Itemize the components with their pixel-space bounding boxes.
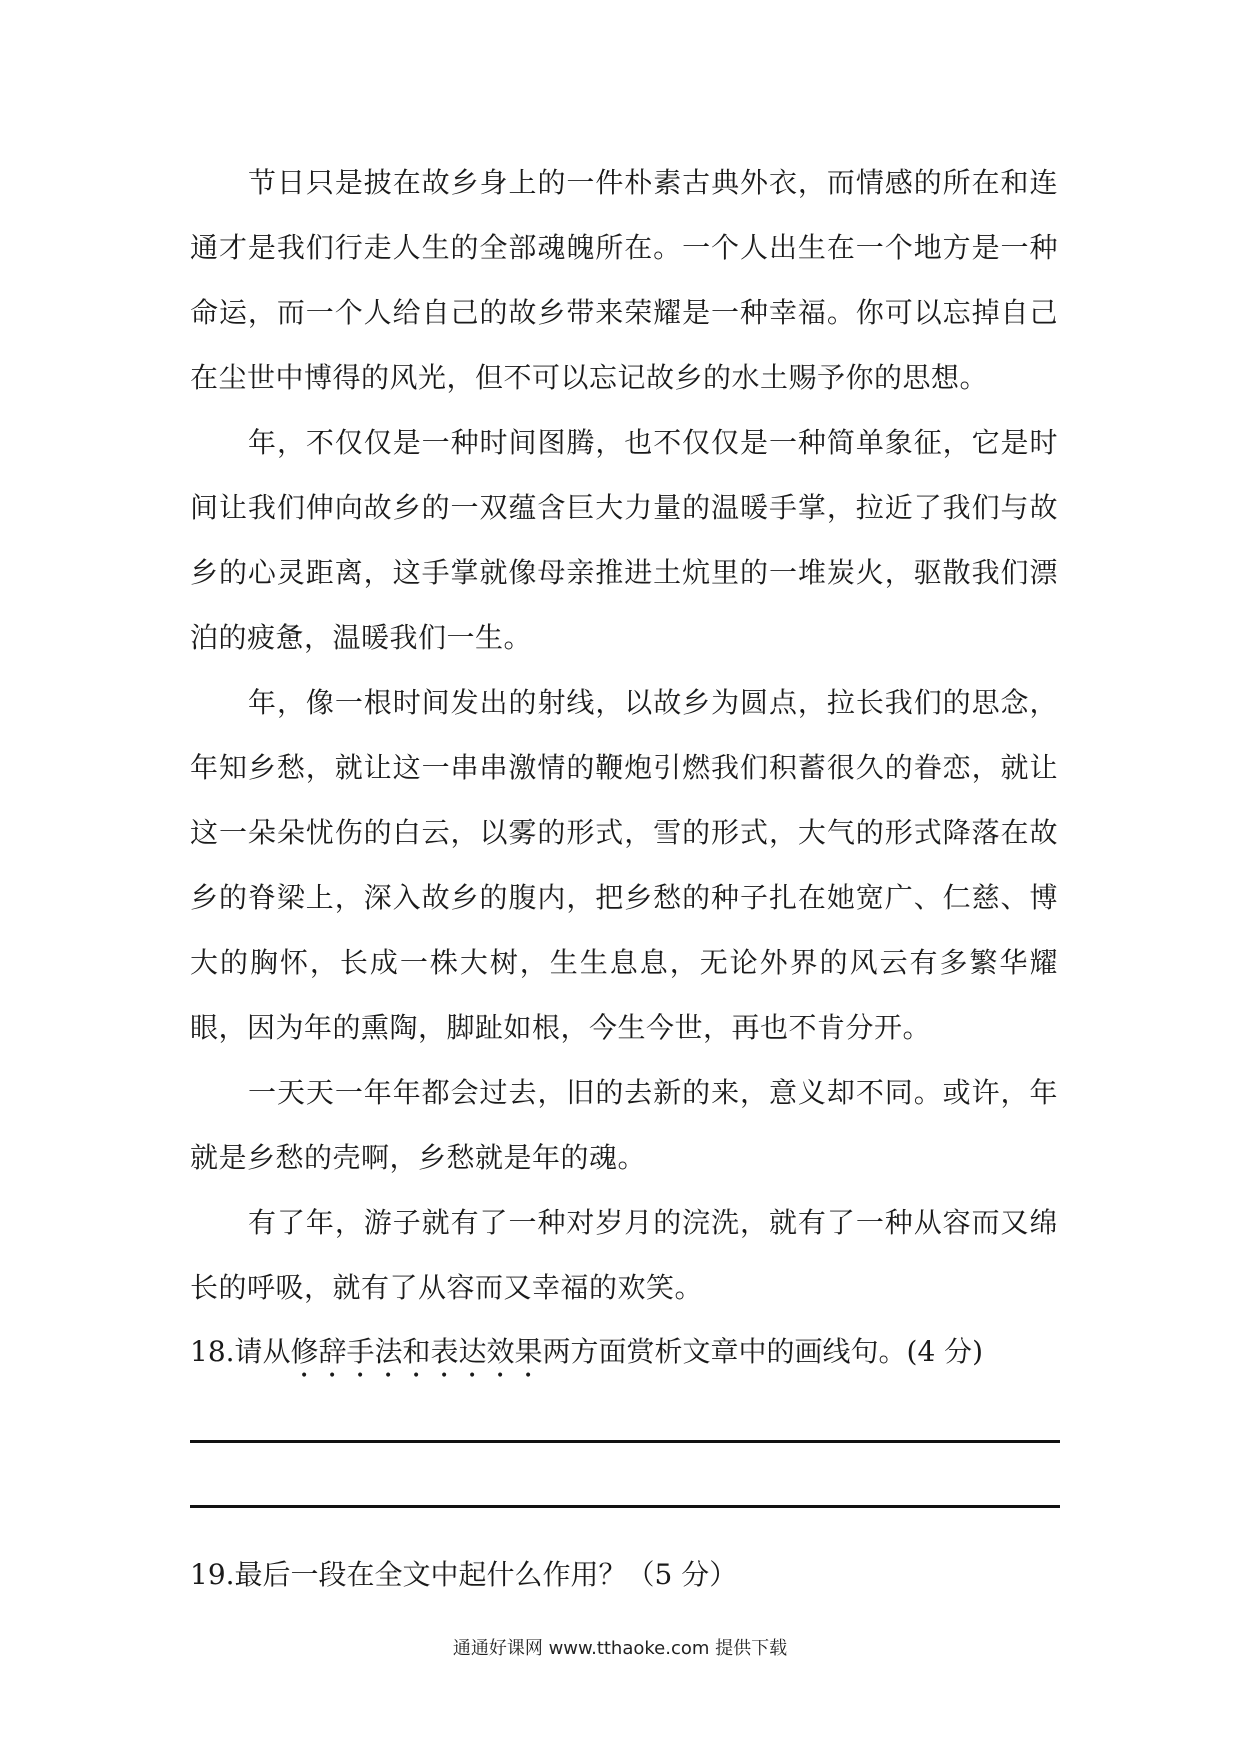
page-footer: 通通好课网 www.tthaoke.com 提供下载 xyxy=(452,1638,788,1659)
question-18-emphasis: 修辞手法和表达效果 xyxy=(290,1335,543,1368)
article-paragraph-1: 节日只是披在故乡身上的一件朴素古典外衣，而情感的所在和连通才是我们行走人生的全部魂魄所在。一个人出生在一个地方是一种命运，而一个人给自己的故乡带来荣耀是一种幸福。你可以忘掉自己在尘世中博得的风光，但不可以忘记故乡的水土赐予你的思想。 xyxy=(190,166,1058,394)
article-paragraph-4: 一天天一年年都会过去，旧的去新的来，意义却不同。或许，年就是乡愁的壳啊，乡愁就是年的魂。 xyxy=(190,1076,1058,1174)
answer-line-2 xyxy=(190,1505,1060,1508)
question-18-suffix: 两方面赏析文章中的画线句。(4 分) xyxy=(542,1335,984,1368)
answer-line-1 xyxy=(190,1440,1060,1443)
article-paragraph-5: 有了年，游子就有了一种对岁月的浣洗，就有了一种从容而又绵长的呼吸，就有了从容而又幸福的欢笑。 xyxy=(190,1206,1058,1304)
question-18-prefix: 18.请从 xyxy=(190,1335,291,1368)
question-18 xyxy=(190,1332,1090,1384)
article-paragraph-2: 年，不仅仅是一种时间图腾，也不仅仅是一种简单象征，它是时间让我们伸向故乡的一双蕴含巨大力量的温暖手掌，拉近了我们与故乡的心灵距离，这手掌就像母亲推进土炕里的一堆炭火，驱散我们漂泊的疲惫，温暖我们一生。 xyxy=(190,426,1058,654)
question-19: 19.最后一段在全文中起什么作用？（5 分） xyxy=(190,1558,738,1591)
article-paragraph-3: 年，像一根时间发出的射线，以故乡为圆点，拉长我们的思念，年知乡愁，就让这一串串激情的鞭炮引燃我们积蓄很久的眷恋，就让这一朵朵忧伤的白云，以雾的形式，雪的形式，大气的形式降落在故乡的脊梁上，深入故乡的腹内，把乡愁的种子扎在她宽广、仁慈、博大的胸怀，长成一株大树，生生息息，无论外界的风云有多繁华耀眼，因为年的熏陶，脚趾如根，今生今世，再也不肯分开。 xyxy=(190,686,1058,1044)
